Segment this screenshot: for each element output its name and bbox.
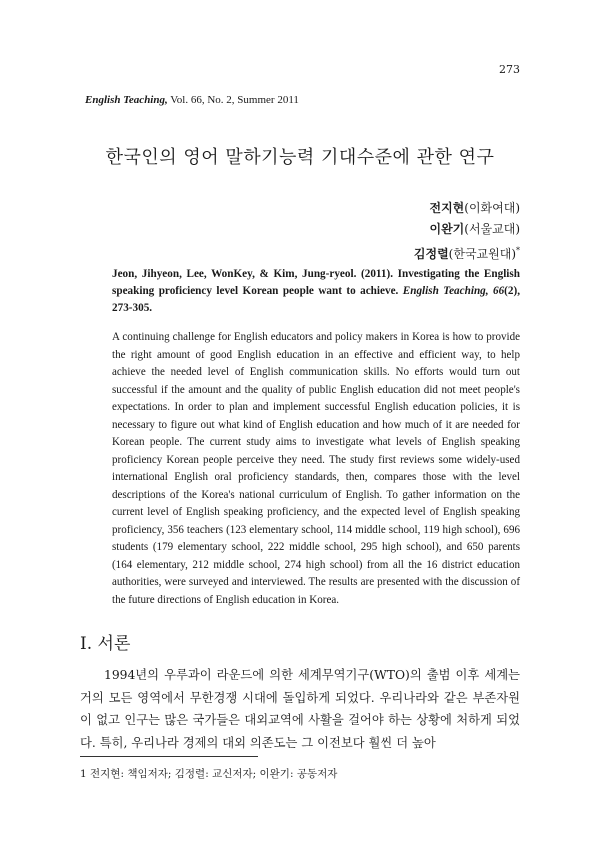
- footnote-divider: [80, 756, 258, 757]
- author-name: 이완기: [429, 222, 465, 236]
- section-heading: I. 서론: [80, 634, 131, 654]
- author-affiliation: (한국교원대): [448, 247, 516, 261]
- author-affiliation: (서울교대): [464, 222, 520, 236]
- author-affiliation: (이화여대): [464, 201, 520, 215]
- author-line: [414, 219, 520, 240]
- author-line: [414, 240, 520, 265]
- paper-title: 한국인의 영어 말하기능력 기대수준에 관한 연구: [105, 147, 495, 168]
- journal-name: English Teaching,: [85, 94, 168, 106]
- page-number: 273: [499, 63, 520, 76]
- citation-journal: English Teaching, 66: [402, 285, 505, 297]
- journal-issue: Vol. 66, No. 2, Summer 2011: [167, 94, 299, 106]
- footnote: 1 전지현: 책임저자; 김정렬: 교신저자; 이완기: 공동저자: [80, 768, 338, 780]
- footnote-marker: *: [516, 246, 520, 255]
- author-name: 김정렬: [413, 247, 449, 261]
- journal-header: [85, 94, 299, 106]
- author-line: [414, 198, 520, 219]
- body-paragraph: 1994년의 우루과이 라운드에 의한 세계무역기구(WTO)의 출범 이후 세계는 거의 모든 영역에서 무한경쟁 시대에 돌입하게 되었다. 우리나라와 같은 부존자원이 없고 인구는 많은 국가들은 대외교역에 사활을 걸어야 하는 상황에 처하게 되었다. 특히, 우리나라 경제의 대외 의존도는 그 이전보다 훨씬 더 높아: [80, 668, 520, 750]
- citation-text: Jeon, Jihyeon, Lee, WonKey, & Kim, Jung-ryeol. (2011). Investigating the English speaking proficiency level Korean people want to achieve.: [112, 268, 520, 297]
- citation-tail: (2), 273-305.: [112, 285, 521, 314]
- author-list: [414, 198, 520, 265]
- author-name: 전지현: [429, 201, 465, 215]
- citation: [112, 266, 520, 317]
- abstract: A continuing challenge for English educators and policy makers in Korea is how to provide the right amount of good English education in an effective and efficient way, to help achieve the needed level of English communication skills. No efforts would turn out successful if the amount and the quality of public English education did not meet people's expectations. In order to plan and implement successful English education policies, it is necessary to figure out what kind of English education and how much of it are needed for Korean people. The current study aims to investigate what levels of English speaking proficiency Korean people perceive they need. The study first reviews some widely-used international English oral proficiency standards, then, compares those with the level descriptions of the Korea's national curriculum of English. To gather information on the current level of English speaking proficiency, and the expected level of English speaking proficiency, 356 teachers (123 elementary school, 114 middle school, 119 high school), 696 students (179 elementary school, 222 middle school, 295 high school), and 650 parents (164 elementary, 212 middle school, 274 high school) from all the 16 district education authorities, were surveyed and interviewed. The results are presented with the discussion of the future directions of English education in Korea.: [112, 331, 520, 606]
